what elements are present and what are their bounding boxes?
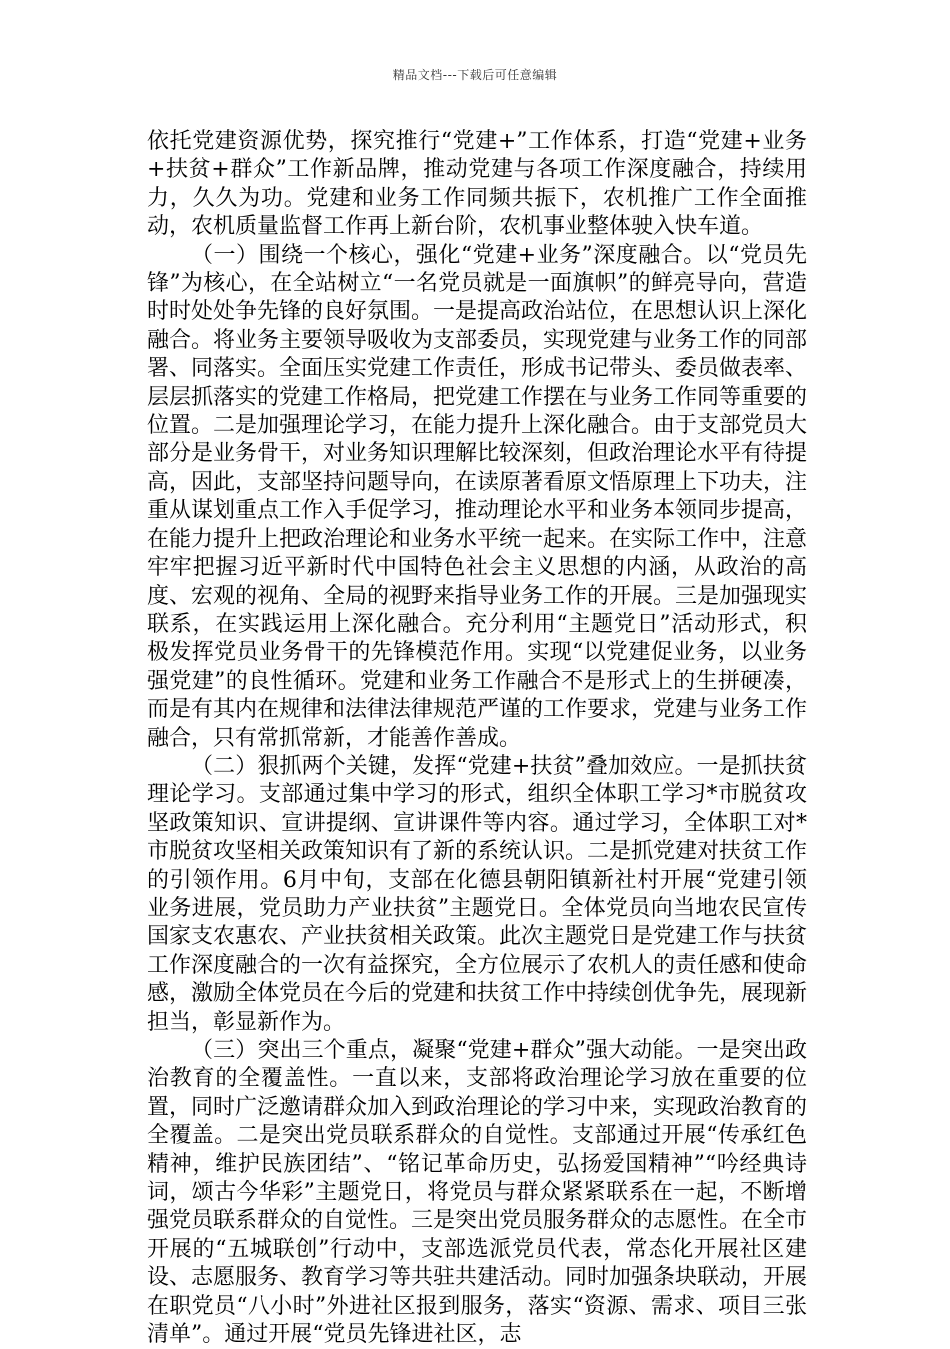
paragraph-party-building-masses: （三）突出三个重点，凝聚“党建+群众”强大动能。一是突出政治教育的全覆盖性。一直以来，支部将政治理论学习放在重要的位置，同时广泛邀请群众加入到政治理论的学习中来，实现政治教育的全覆盖。二是突出党员联系群众的自觉性。支部通过开展“传承红色精神，维护民族团结”、“铭记革命历史，弘扬爱国精神”“吟经典诗词，颂古今华彩”主题党日，将党员与群众紧紧联系在一起，不断增强党员联系群众的自觉性。三是突出党员服务群众的志愿性。在全市开展的“五城联创”行动中，支部选派党员代表，常态化开展社区建设、志愿服务、教育学习等共驻共建活动。同时加强条块联动，开展在职党员“八小时”外进社区报到服务，落实“资源、需求、项目三张清单”。通过开展“党员先锋进社区，志 (147, 1038, 808, 1348)
document-body (147, 128, 807, 1349)
paragraph-intro: 依托党建资源优势，探究推行“党建+”工作体系，打造“党建+业务+扶贫+群众”工作新品牌，推动党建与各项工作深度融合，持续用力，久久为功。党建和业务工作同频共振下，农机推广工作全面推动，农机质量监督工作再上新台阶，农机事业整体驶入快车道。 (147, 129, 807, 240)
paragraph-party-building-poverty: （二）狠抓两个关键，发挥“党建+扶贫”叠加效应。一是抓扶贫理论学习。支部通过集中学习的形式，组织全体职工学习*市脱贫攻坚政策知识、宣讲提纲、宣讲课件等内容。通过学习，全体职工对*市脱贫攻坚相关政策知识有了新的系统认识。二是抓党建对扶贫工作的引领作用。6月中旬，支部在化德县朝阳镇新社村开展“党建引领业务进展，党员助力产业扶贫”主题党日。全体党员向当地农民宣传国家支农惠农、产业扶贫相关政策。此次主题党日是党建工作与扶贫工作深度融合的一次有益探究，全方位展示了农机人的责任感和使命感，激励全体党员在今后的党建和扶贫工作中持续创优争先，展现新担当，彰显新作为。 (147, 753, 808, 1035)
paragraph-party-building-business: （一）围绕一个核心，强化“党建+业务”深度融合。以“党员先锋”为核心，在全站树立“一名党员就是一面旗帜”的鲜亮导向，营造时时处处争先锋的良好氛围。一是提高政治站位，在思想认识上深化融合。将业务主要领导吸收为支部委员，实现党建与业务工作的同部署、同落实。全面压实党建工作责任，形成书记带头、委员做表率、层层抓落实的党建工作格局，把党建工作摆在与业务工作同等重要的位置。二是加强理论学习，在能力提升上深化融合。由于支部党员大部分是业务骨干，对业务知识理解比较深刻，但政治理论水平有待提高，因此，支部坚持问题导向，在读原著看原文悟原理上下功夫，注重从谋划重点工作入手促学习，推动理论水平和业务本领同步提高，在能力提升上把政治理论和业务水平统一起来。在实际工作中，注意牢牢把握习近平新时代中国特色社会主义思想的内涵，从政治的高度、宏观的视角、全局的视野来指导业务工作的开展。三是加强现实联系，在实践运用上深化融合。充分利用“主题党日”活动形式，积极发挥党员业务骨干的先锋模范作用。实现“以党建促业务，以业务强党建”的良性循环。党建和业务工作融合不是形式上的生拼硬凑，而是有其内在规律和法律法律规范严谨的工作要求，党建与业务工作融合，只有常抓常新，才能善作善成。 (147, 242, 808, 751)
page-header: 精品文档---下载后可任意编辑 (392, 68, 558, 82)
